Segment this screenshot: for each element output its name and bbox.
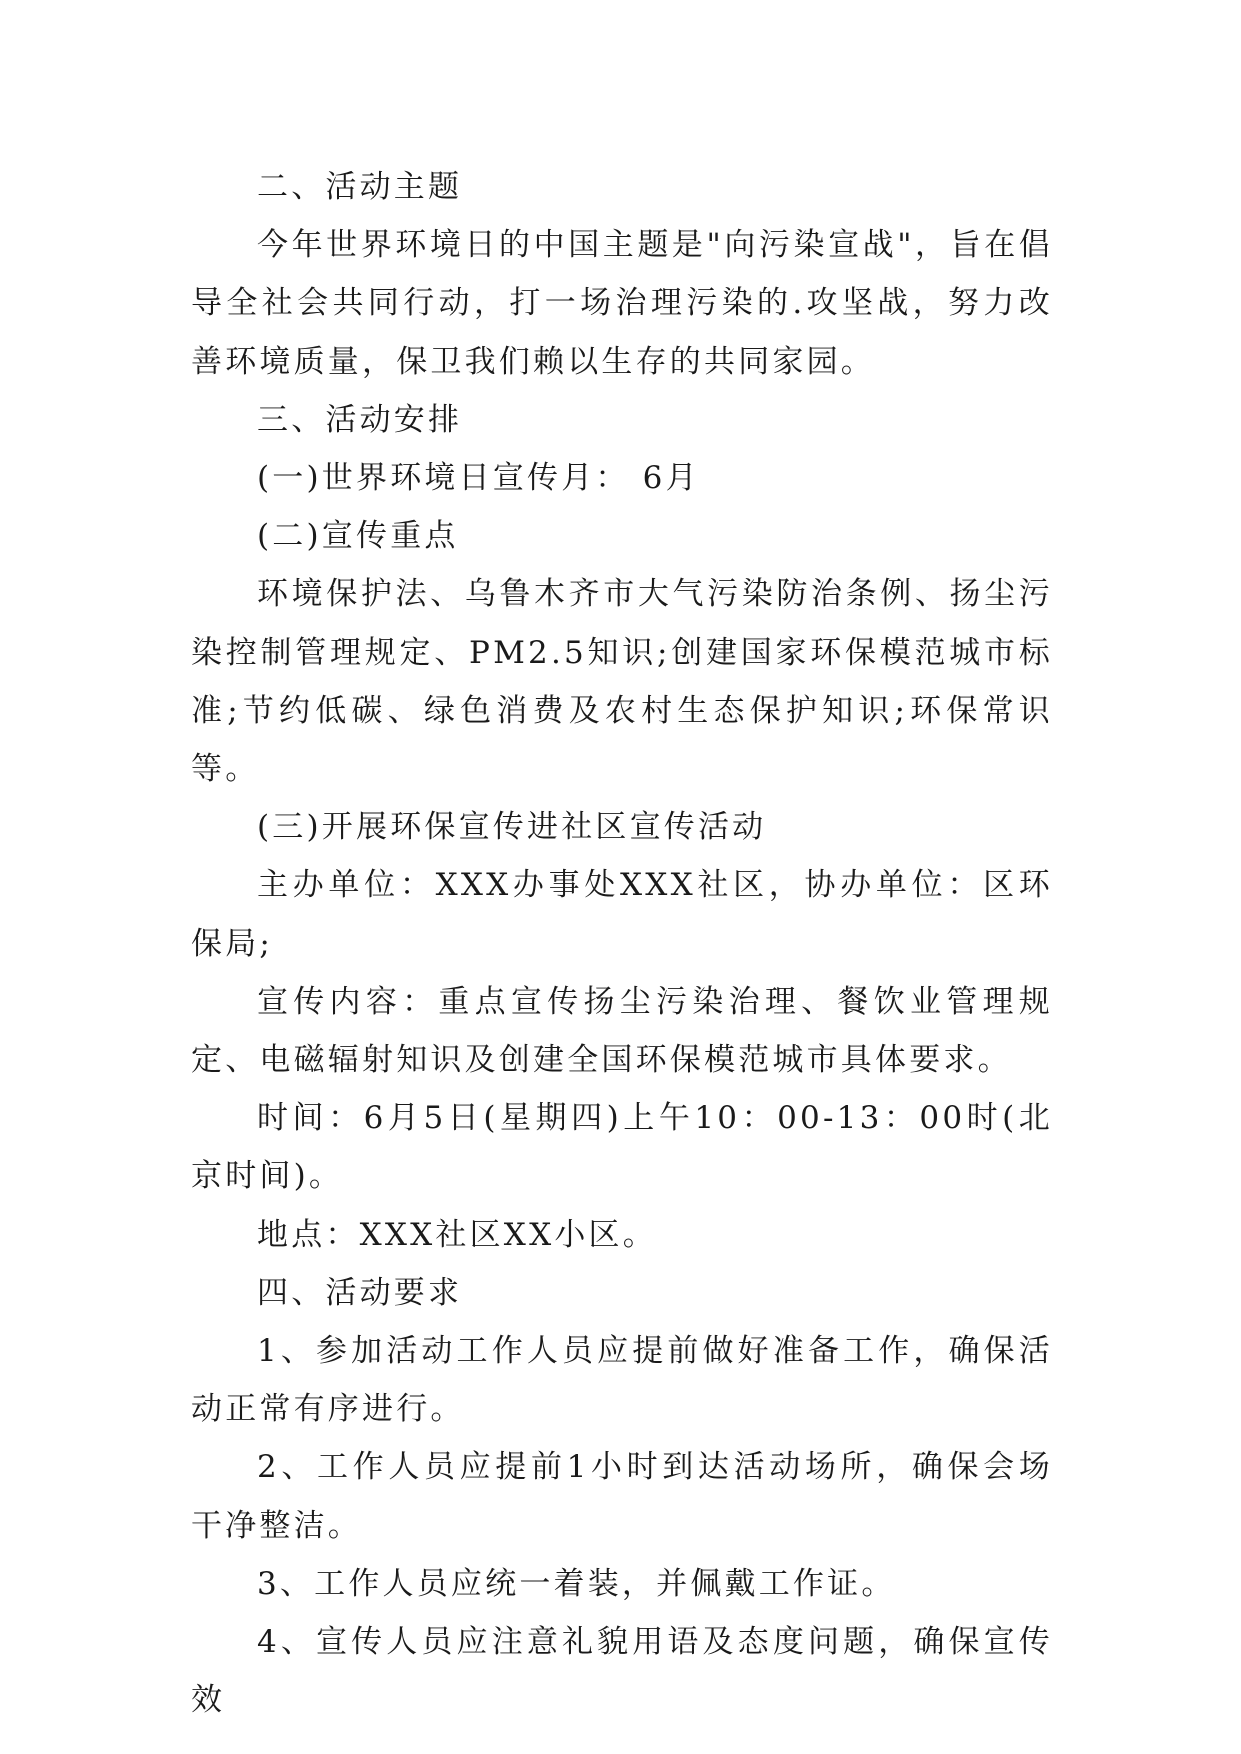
- paragraph-time: 时间：6月5日(星期四)上午10：00-13：00时(北京时间)。: [191, 1100, 1053, 1195]
- paragraph-publicity-focus: 环境保护法、乌鲁木齐市大气污染防治条例、扬尘污染控制管理规定、PM2.5知识;创建国家环保模范城市标准;节约低碳、绿色消费及农村生态保护知识;环保常识等。: [191, 576, 1053, 788]
- list-item-requirement-2: 2、工作人员应提前1小时到达活动场所，确保会场干净整洁。: [191, 1449, 1053, 1544]
- list-item-requirement-4: 4、宣传人员应注意礼貌用语及态度问题，确保宣传效: [191, 1624, 1053, 1719]
- section-heading-arrangement: 三、活动安排: [257, 401, 463, 438]
- paragraph-publicity-content: 宣传内容：重点宣传扬尘污染治理、餐饮业管理规定、电磁辐射知识及创建全国环保模范城市具体要求。: [191, 983, 1053, 1079]
- section-heading-theme: 二、活动主题: [257, 169, 463, 205]
- document-body: [191, 158, 1053, 1729]
- paragraph-theme-description: 今年世界环境日的中国主题是"向污染宣战"，旨在倡导全社会共同行动，打一场治理污染的.攻坚战，努力改善环境质量，保卫我们赖以生存的共同家园。: [191, 227, 1053, 380]
- list-item-requirement-1: 1、参加活动工作人员应提前做好准备工作，确保活动正常有序进行。: [191, 1333, 1053, 1428]
- paragraph-organizers: 主办单位：XXX办事处XXX社区，协办单位：区环保局;: [191, 867, 1053, 962]
- paragraph-location: 地点：XXX社区XX小区。: [257, 1216, 657, 1253]
- subheading-community-activity: (三)开展环保宣传进社区宣传活动: [257, 809, 767, 846]
- subheading-publicity-month: (一)世界环境日宣传月： 6月: [257, 460, 700, 497]
- subheading-publicity-focus: (二)宣传重点: [257, 518, 459, 555]
- section-heading-requirements: 四、活动要求: [257, 1274, 463, 1311]
- list-item-requirement-3: 3、工作人员应统一着装，并佩戴工作证。: [257, 1565, 896, 1602]
